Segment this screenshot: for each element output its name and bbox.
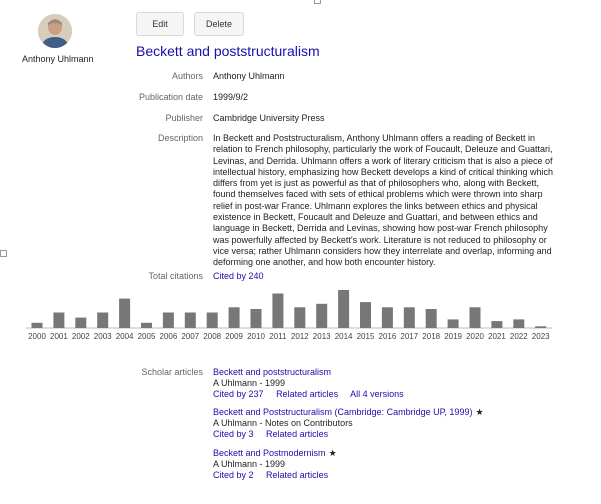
year-tick-label: 2015 [356, 332, 375, 341]
avatar-photo [38, 14, 72, 48]
year-tick-label: 2011 [269, 332, 287, 341]
related-articles-link[interactable]: Related articles [276, 389, 339, 399]
cited-by-link[interactable]: Cited by 237 [213, 389, 264, 399]
authors-value: Anthony Uhlmann [213, 71, 285, 81]
scholar-article-links [213, 389, 414, 399]
scholar-article-links [213, 470, 338, 480]
citation-bar-2013[interactable] [316, 304, 327, 328]
profile-name: Anthony Uhlmann [22, 54, 94, 64]
year-tick-label: 2007 [181, 332, 200, 341]
year-tick-label: 2022 [509, 332, 528, 341]
year-tick-label: 2002 [71, 332, 90, 341]
publication-date-label: Publication date [138, 92, 203, 102]
publisher-value: Cambridge University Press [213, 113, 325, 123]
scholar-article-author: A Uhlmann - Notes on Contributors [213, 418, 353, 428]
year-tick-label: 2017 [400, 332, 419, 341]
related-articles-link[interactable]: Related articles [266, 470, 329, 480]
description-label: Description [157, 133, 203, 143]
total-citations-label: Total citations [148, 271, 203, 281]
citation-bar-2019[interactable] [448, 319, 459, 328]
citations-chart [26, 284, 556, 342]
citation-bar-2001[interactable] [53, 313, 64, 329]
publication-date-value: 1999/9/2 [213, 92, 249, 102]
delete-button[interactable]: Delete [194, 12, 244, 36]
citation-bar-2015[interactable] [360, 302, 371, 328]
citation-bar-2003[interactable] [97, 313, 108, 329]
scholar-article-2 [213, 407, 484, 418]
year-tick-label: 2009 [225, 332, 243, 341]
scholar-article-links [213, 429, 338, 439]
citation-bar-2002[interactable] [75, 318, 86, 328]
publisher-label: Publisher [165, 113, 203, 123]
cited-by-link[interactable]: Cited by 3 [213, 429, 254, 439]
year-tick-label: 2004 [115, 332, 134, 341]
scholar-article-title[interactable]: Beckett and Poststructuralism (Cambridge: Cambridge UP, 1999) [213, 407, 473, 417]
year-tick-label: 2016 [378, 332, 397, 341]
year-tick-label: 2013 [312, 332, 331, 341]
edit-button[interactable]: Edit [136, 12, 184, 36]
year-tick-label: 2003 [93, 332, 112, 341]
citation-bar-2011[interactable] [272, 294, 283, 329]
year-tick-label: 2010 [247, 332, 265, 341]
citation-bar-2004[interactable] [119, 299, 130, 328]
citation-bar-2010[interactable] [251, 309, 262, 328]
citation-bar-2006[interactable] [163, 313, 174, 329]
avatar[interactable] [38, 14, 72, 48]
star-icon: ★ [328, 448, 337, 458]
scholar-article-3 [213, 448, 337, 459]
citation-bar-2009[interactable] [229, 307, 240, 328]
scholar-article-author: A Uhlmann - 1999 [213, 459, 286, 469]
citation-bar-2022[interactable] [513, 319, 524, 328]
citation-bar-2021[interactable] [491, 321, 502, 328]
all-versions-link[interactable]: All 4 versions [350, 389, 404, 399]
year-tick-label: 2019 [444, 332, 462, 341]
authors-label: Authors [171, 71, 203, 81]
year-tick-label: 2005 [137, 332, 156, 341]
citation-bar-2005[interactable] [141, 323, 152, 328]
citation-bar-2017[interactable] [404, 307, 415, 328]
window-edge-marker [314, 0, 321, 4]
description-text: In Beckett and Poststructuralism, Anthony Uhlmann offers a reading of Beckett in relation to French philosophy, particularly the work of Foucault, Deleuze and Guattari, Levinas, and Derrida. Uhlmann offers a work of literary criticism that is also a piece of intellectual history, emphasizing how Beckett develops a kind of critical thinking which differs from yet is just as powerful as that of philosophers who, along with Beckett, found themselves faced with sets of ethical problems which were thrown into sharp relief in post-war France. Uhlmann explores the links between ethics and physical existence in Beckett, Foucault and Deleuze and Guattari, and between ethics and language in Beckett, Derrida and Levinas, showing how post-war French philosophy was powerfully affected by Beckett's work. Literature is not reduced to philosophy or vice versa; rather Uhlmann considers how they interrelate and overlap, informing and deforming one another, and how both encounter history. [213, 133, 554, 268]
citation-bar-2007[interactable] [185, 313, 196, 329]
year-tick-label: 2001 [50, 332, 68, 341]
star-icon: ★ [475, 407, 484, 417]
year-tick-label: 2012 [290, 332, 309, 341]
citation-bar-2012[interactable] [294, 307, 305, 328]
citation-bar-2014[interactable] [338, 290, 349, 328]
year-tick-label: 2014 [334, 332, 353, 341]
citation-bar-2020[interactable] [470, 307, 481, 328]
citation-bar-2000[interactable] [32, 323, 43, 328]
year-tick-label: 2008 [203, 332, 222, 341]
year-tick-label: 2006 [159, 332, 178, 341]
year-tick-label: 2020 [466, 332, 484, 341]
scholar-article-title[interactable]: Beckett and poststructuralism [213, 367, 332, 377]
year-tick-label: 2000 [28, 332, 46, 341]
year-tick-label: 2018 [422, 332, 441, 341]
window-edge-marker [0, 250, 7, 257]
cited-by-link[interactable]: Cited by 2 [213, 470, 254, 480]
citation-bar-2018[interactable] [426, 309, 437, 328]
scholar-article-1 [213, 367, 331, 377]
related-articles-link[interactable]: Related articles [266, 429, 329, 439]
year-tick-label: 2021 [488, 332, 506, 341]
scholar-article-title[interactable]: Beckett and Postmodernism [213, 448, 326, 458]
citation-bar-2016[interactable] [382, 307, 393, 328]
page-title[interactable]: Beckett and poststructuralism [136, 43, 320, 59]
cited-by-link[interactable]: Cited by 240 [213, 271, 264, 281]
citation-bar-2008[interactable] [207, 313, 218, 329]
citation-bar-2023[interactable] [535, 326, 546, 328]
year-tick-label: 2023 [531, 332, 550, 341]
scholar-articles-label: Scholar articles [141, 367, 203, 377]
scholar-article-author: A Uhlmann - 1999 [213, 378, 286, 388]
